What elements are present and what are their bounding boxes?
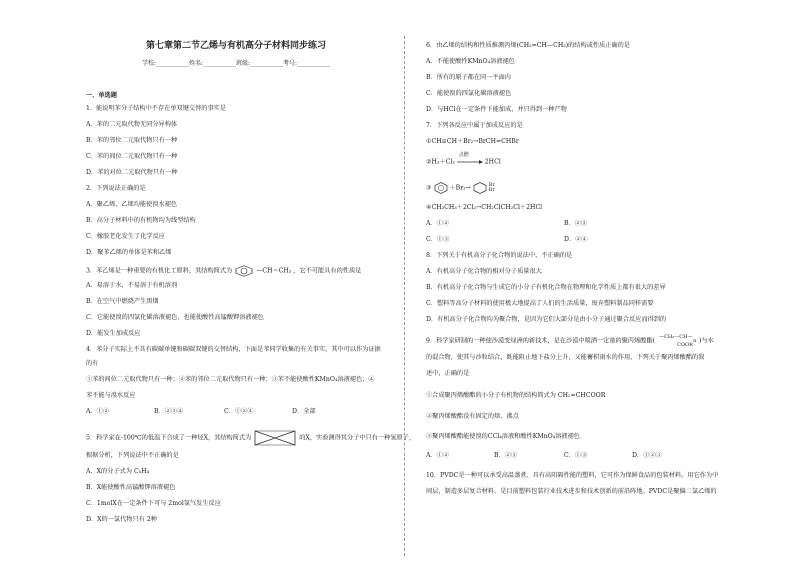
q9-stem-line2: 的混合物，使其与沙粒结合，既能阻止地下盐分上升，又能蓄积雨水的作用，下列关于聚丙烯酸酯的叙 — [426, 354, 705, 361]
polymer-backbone: —CH₂—CH— — [659, 334, 693, 340]
br-label: Br — [488, 187, 495, 193]
q4-stem-line2: 的有 — [86, 360, 99, 367]
br-label: Br — [488, 182, 495, 188]
cyclohexane-ring-icon — [473, 182, 487, 194]
q7-reaction-2-product: 2HCl — [484, 158, 501, 166]
benzene-ring-icon — [234, 265, 254, 277]
q7-stem: 7．下列各反应中属于加成反应的是 — [426, 122, 523, 129]
polymer-subscript: n — [693, 338, 697, 344]
q9-statement-3: ③聚丙烯酸酯能使溴的CCl₄溶液和酸性KMnO₄溶液褪色 — [426, 433, 580, 440]
q9-stem-line1 — [426, 334, 714, 348]
q7-reaction-4: ④CH₃CH₃＋2Cl₂→CH₂ClCH₂Cl＋2HCl — [426, 204, 543, 211]
q9-option-a: A．①② — [426, 452, 450, 459]
styrene-substituent: —CH＝CH₂ — [256, 267, 292, 275]
q9-stem-text: 9．科学家研制的一种使沙漠变绿洲的新技术，是在沙漠中喷洒一定量的聚丙烯酸酯( — [426, 337, 656, 345]
student-info-line: 学校:___________姓名:___________班级:___________考号:___________ — [141, 60, 331, 67]
q10-stem-line2: 间层，制造多层复合材料，是目前塑料包装行业技术进步和技术创新的前沿阵地。PVDC是聚偏二氯乙烯的 — [426, 488, 717, 495]
q3-stem-tail: ，它不可能具有的性质是 — [293, 267, 362, 275]
q6-option-a: A．不能使酸性KMnO₄溶液褪色 — [426, 58, 515, 65]
q6-option-b: B．所有的原子都在同一平面内 — [426, 74, 511, 81]
q7-reaction-3 — [426, 182, 495, 194]
q7-reaction-3-reagent: ＋Br₂→ — [449, 184, 471, 192]
q8-option-b: B．有机高分子化合物与生成它的小分子有机化合物在物理和化学性质上都有很大的差异 — [426, 284, 666, 291]
q3-stem-text: 3．苯乙烯是一种重要的有机化工原料，其结构简式为 — [86, 267, 233, 275]
q7-reaction-1: ①CH≡CH＋Br₂→BrCH=CHBr — [426, 138, 519, 145]
q4-option-b: B．②③④ — [154, 408, 184, 415]
q5-stem-line2: 根据分析，下列说法中不正确的是 — [86, 452, 179, 459]
q4-stem-line1: 4．苯分子实际上不具有碳碳单键和碳碳双键的交替结构，下面是苯同学收集的有关事实，其中可以作为证据 — [86, 346, 381, 353]
q7-reaction-3-label: ③ — [426, 184, 432, 192]
q9-stem-line3: 述中，正确的是 — [426, 370, 470, 377]
q8-option-a: A．有机高分子化合物的相对分子质量很大 — [426, 268, 542, 275]
q9-stem-tail: )与水 — [699, 337, 714, 345]
q5-option-b: B．X能使酸性高锰酸钾溶液褪色 — [86, 484, 176, 491]
q3-stem — [86, 265, 361, 277]
q9-option-d: D．①②③ — [632, 452, 662, 459]
q5-stem-text: 5．科学家在-100℃的低温下合成了一种烃X，其结构简式为 — [86, 434, 252, 442]
spiro-structure-icon — [253, 430, 297, 446]
q2-option-c: C．橡胶老化发生了化学反应 — [86, 233, 165, 240]
section-heading: 一、单选题 — [86, 92, 117, 99]
q9-option-b: B．②③ — [494, 452, 518, 459]
q8-stem: 8．下列关于有机高分子化合物的说法中，不正确的是 — [426, 252, 573, 259]
q1-option-a: A．苯的二元取代物无同分异构体 — [86, 121, 178, 128]
q4-option-d: D．全部 — [292, 408, 316, 415]
q6-option-c: C．能使溴的四氯化碳溶液褪色 — [426, 90, 512, 97]
q1-option-c: C．苯的间位二元取代物只有一种 — [86, 153, 178, 160]
q5-stem-tail: 的X，实验测得其分子中只有一种氢原子， — [299, 434, 416, 442]
page-title: 第七章第二节乙烯与有机高分子材料同步练习 — [145, 41, 326, 51]
q4-statements-line1: ①苯的间位二元取代物只有一种；②苯的邻位二元取代物只有一种；③苯不能使酸性KMnO₄溶液褪色；④ — [86, 376, 375, 383]
q9-option-c: C．①③ — [564, 452, 588, 459]
q1-stem: 1．能说明苯分子结构中不存在单双键交替的事实是 — [86, 105, 227, 112]
q3-option-a: A．易溶于水，不易溶于有机溶剂 — [86, 282, 178, 289]
q7-reaction-2 — [426, 152, 501, 167]
q1-option-d: D．苯的对位二元取代物只有一种 — [86, 169, 178, 176]
q3-option-d: D．能发生加成反应 — [86, 330, 141, 337]
arrow-right-icon — [457, 159, 483, 165]
q3-option-c: C．它能使溴的四氯化碳溶液褪色，也能使酸性高锰酸钾溶液褪色 — [86, 314, 264, 321]
reaction-condition-arrow — [457, 152, 483, 166]
q8-option-c: C．塑料等高分子材料的使用极大地提高了人们的生活质量，废弃塑料制品同样需要 — [426, 300, 654, 307]
q7-option-d: D．②④ — [564, 236, 588, 243]
q8-option-d: D．有机高分子化合物均为聚合物，是因为它们大部分是由小分子通过聚合反应而得到的 — [426, 316, 667, 323]
q6-stem: 6．由乙烯的结构和性质推测丙烯(CH₂=CH—CH₃)的结构或性质正确的是 — [426, 42, 630, 49]
polymer-side-group: COOR — [677, 342, 693, 348]
q4-option-a: A．①② — [86, 408, 110, 415]
dibromo-substituents — [489, 183, 495, 193]
q2-stem: 2．下列说法正确的是 — [86, 185, 146, 192]
q10-stem-line1: 10．PVDC是一种可以承受高温蒸煮、具有高阻隔性能的塑料，它可作为保鲜食品的包装材料。用它作为中 — [426, 472, 719, 479]
q7-option-b: B．②③ — [564, 220, 588, 227]
q2-option-d: D．聚苯乙烯的单体是苯和乙烯 — [86, 249, 172, 256]
ignite-condition-label: 点燃 — [458, 152, 469, 158]
q5-stem — [86, 430, 415, 446]
q9-statement-2: ②聚丙烯酸酯没有固定的熔、沸点 — [426, 413, 519, 420]
q5-option-c: C．1molX在一定条件下可与 2mol氢气发生反应 — [86, 500, 221, 507]
column-divider — [404, 36, 405, 556]
polyacrylate-structure — [657, 334, 697, 348]
q7-reaction-2-reactants: ②H₂＋Cl₂ — [426, 158, 455, 166]
q5-option-a: A．X的分子式为 C₅H₄ — [86, 468, 150, 475]
q5-option-d: D．X的一氯代物只有 2种 — [86, 516, 157, 523]
q1-option-b: B．苯的邻位二元取代物只有一种 — [86, 137, 178, 144]
q2-option-a: A．聚乙烯、乙烯均能使溴水褪色 — [86, 201, 178, 208]
q9-statement-1: ①合成聚丙烯酸酯的小分子有机物的结构简式为 CH₂=CHCOOR — [426, 392, 606, 399]
q4-statements-line2: 苯不能与溴水反应 — [86, 392, 136, 399]
q2-option-b: B．高分子材料中的有机物均为线型结构 — [86, 217, 196, 224]
q4-option-c: C．①②④ — [224, 408, 254, 415]
q7-option-a: A．①② — [426, 220, 450, 227]
q3-option-b: B．在空气中燃烧产生黑烟 — [86, 298, 159, 305]
benzene-ring-icon — [434, 182, 448, 194]
q7-option-c: C．①③ — [426, 236, 450, 243]
q6-option-d: D．与HCl在一定条件下能加成，并只得到一种产物 — [426, 106, 567, 113]
